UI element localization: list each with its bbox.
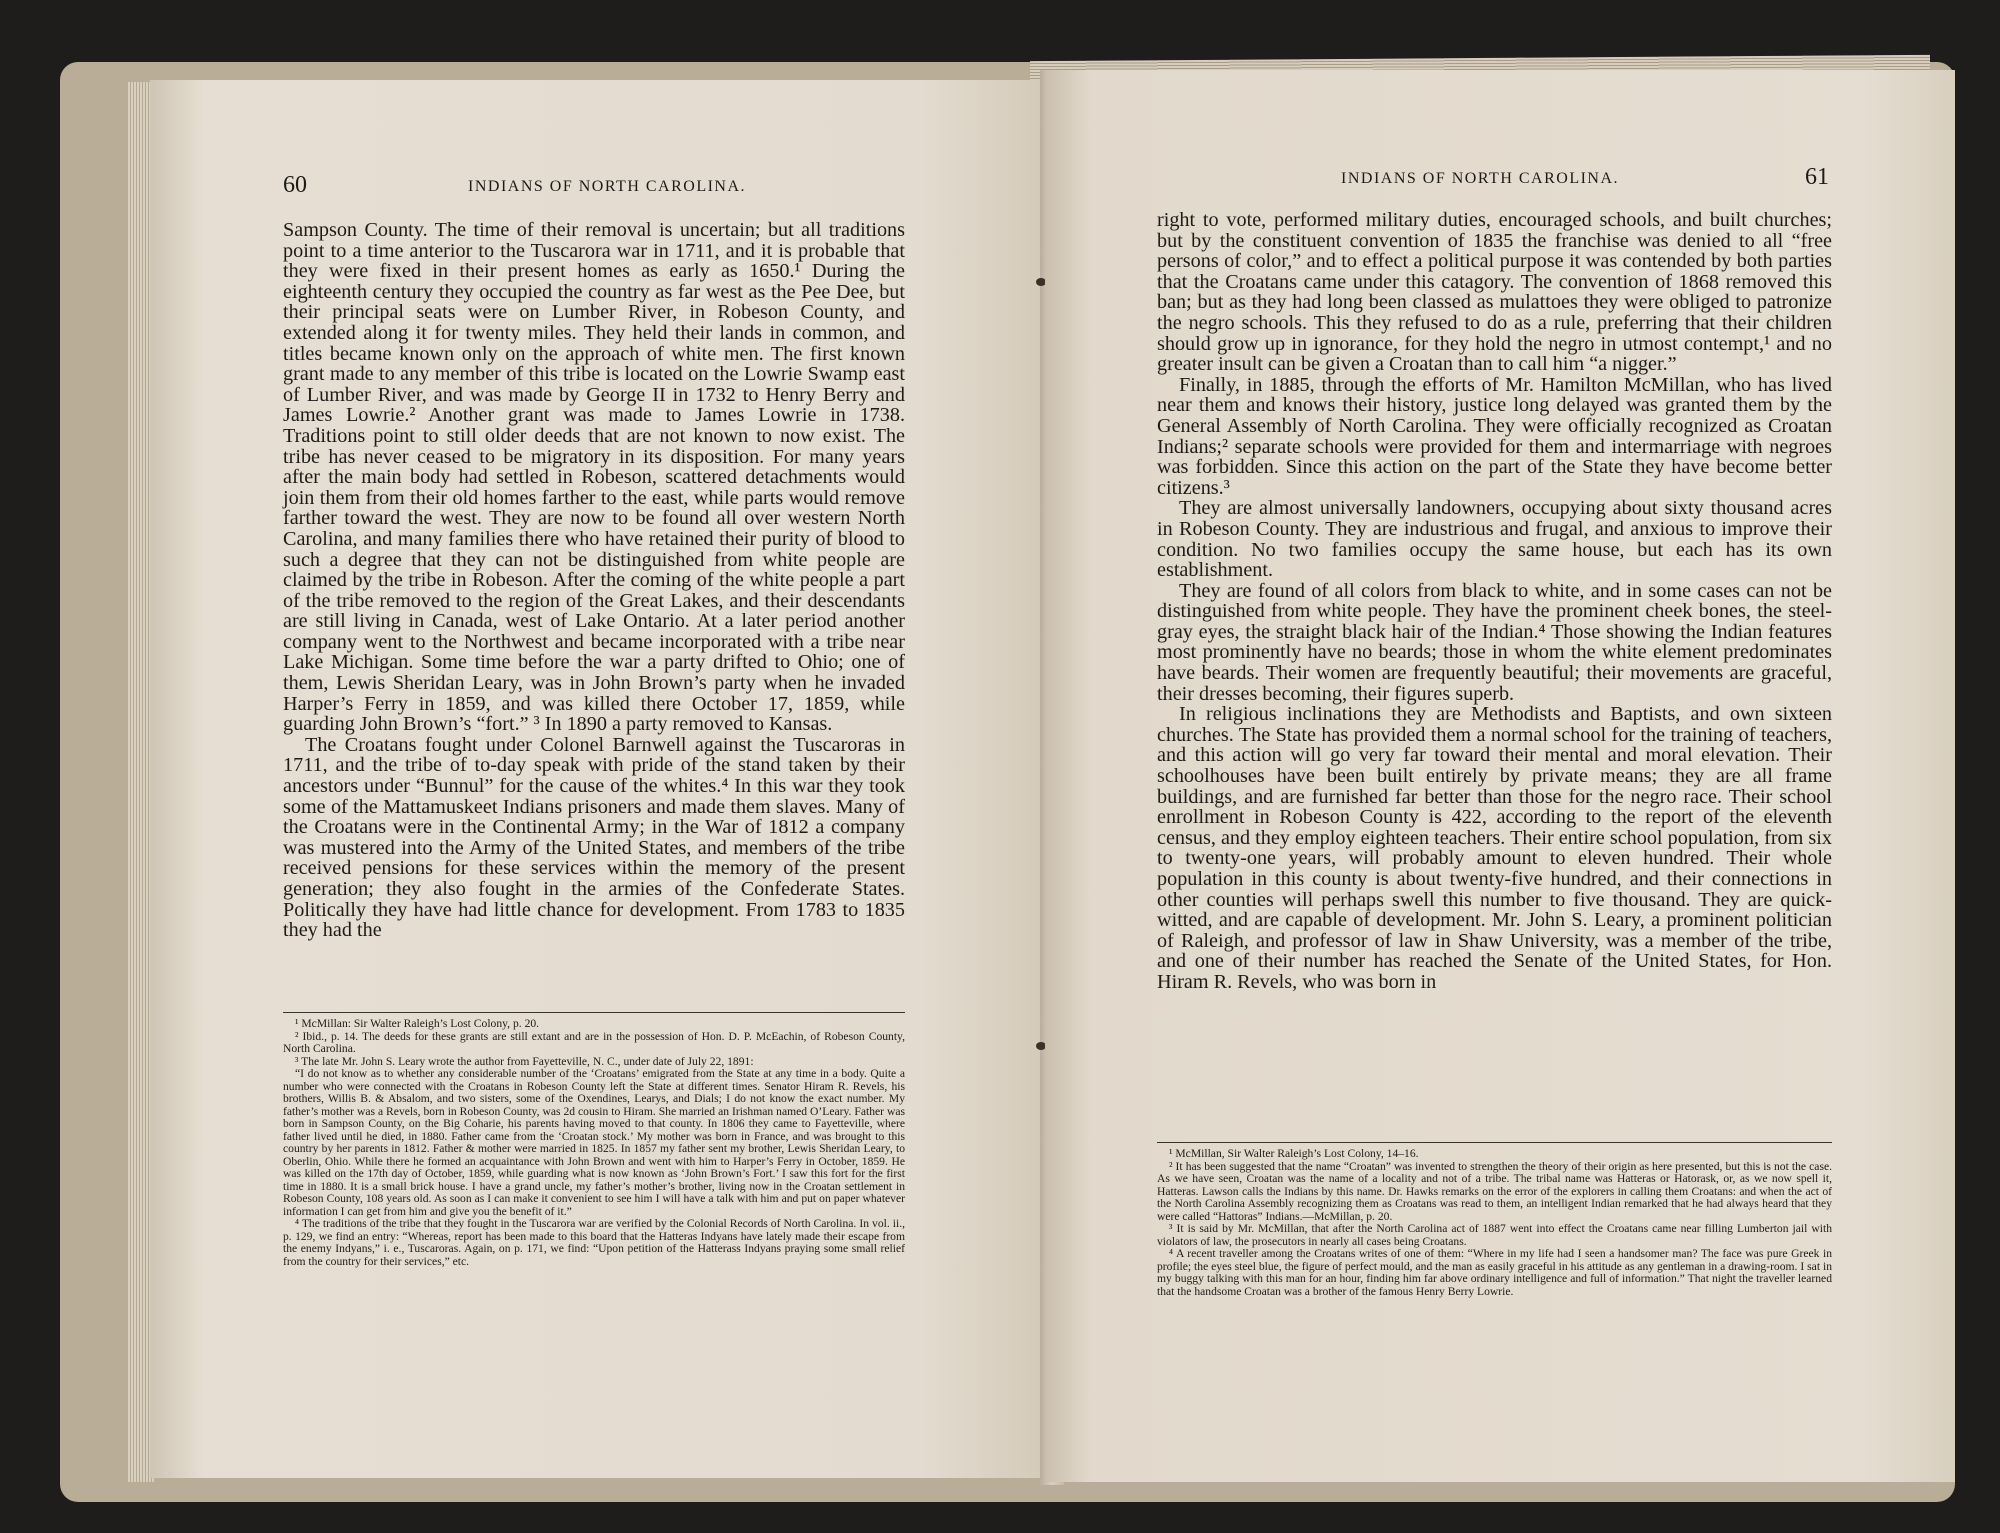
footnote-rule bbox=[283, 1012, 905, 1013]
left-footnotes bbox=[283, 1018, 905, 1268]
footnote: ³ The late Mr. John S. Leary wrote the author from Fayetteville, N. C., under date of July 22, 1891: bbox=[295, 1054, 754, 1068]
footnote: ¹ McMillan, Sir Walter Raleigh’s Lost Colony, 14–16. bbox=[1169, 1147, 1419, 1160]
left-page-number: 60 bbox=[283, 172, 307, 198]
right-paragraph: They are found of all colors from black to white, and in some cases can not be distinguished from white people. They have the prominent cheek bones, the steel-gray eyes, the straight black hair of the Indian.⁴ Those showing the Indian features most prominently have no beards; those in whom the white element predominates have beards. Their women are frequently beautiful; their movements are graceful, their dresses becoming, their figures superb. bbox=[1157, 579, 1832, 705]
footnote: “I do not know as to whether any considerable number of the ‘Croatans’ emigrated from the State at any time in a body. Quite a number who were connected with the Croatans in Robeson County left the State at different times. Senator Hiram R. Revels, his brothers, Willis B. & Absalom, and two sisters, some of the Oxendines, Learys, and Dials; I do not know the exact number. My father’s mother was a Revels, born in Robeson County, was 2d cousin to Hiram. She married an Irishman named O’Leary. Father was born in Sampson County, on the Big Coharie, his parents having moved to that county. In 1806 they came to Fayetteville, where father lived until he died, in 1880. Father came from the ‘Croatan stock.’ My mother was born in France, and was brought to this country by her parents in 1812. Father & mother were married in 1825. In 1857 my father sent my brother, Lewis Sheridan Leary, to Oberlin, Ohio. While there he formed an acquaintance with John Brown and went with him to Harper’s Ferry in October, 1859. He was killed on the 17th day of October, 1859, while guarding what is now known as ‘John Brown’s Fort.’ I saw this fort for the first time in 1880. It is a small brick house. I have a grand uncle, my father’s mother’s brother, living now in the Croatan settlement in Robeson County, 108 years old. As soon as I can make it convenient to see him I will have a talk with him and put on paper whatever information I can get from him and give you the benefit of it.” bbox=[283, 1067, 905, 1218]
left-page bbox=[150, 80, 1060, 1478]
right-running-head: INDIANS OF NORTH CAROLINA. bbox=[1341, 170, 1620, 187]
right-paragraph: In religious inclinations they are Methodists and Baptists, and own sixteen churches. The State has provided them a normal school for the training of teachers, and this action will go very far toward their mental and moral elevation. Their schoolhouses have been built entirely by private means; they are all frame buildings, and are furnished far better than those for the negro race. Their school enrollment in Robeson County is 422, according to the report of the eleventh census, and they employ eighteen teachers. Their entire school population, from six to twenty-one years, will probably amount to eleven hundred. Their whole population in this county is about twenty-five hundred, and their connections in other counties will perhaps swell this number to five thousand. They are quick-witted, and are capable of development. Mr. John S. Leary, a prominent politician of Raleigh, and professor of law in Shaw University, was a member of the tribe, and one of their number has reached the Senate of the United States, for Hon. Hiram R. Revels, who was born in bbox=[1157, 703, 1832, 993]
footnote-rule bbox=[1157, 1142, 1832, 1143]
left-paragraph: The Croatans fought under Colonel Barnwell against the Tuscaroras in 1711, and the tribe of to-day speak with pride of the stand taken by their ancestors under “Bunnul” for the cause of the whites.⁴ In this war they took some of the Mattamuskeet Indians prisoners and made them slaves. Many of the Croatans were in the Continental Army; in the War of 1812 a company was mustered into the Army of the United States, and members of the tribe received pensions for these services within the memory of the present generation; they also fought in the armies of the Confederate States. Politically they have had little chance for development. From 1783 to 1835 they had the bbox=[283, 733, 905, 942]
right-page-number: 61 bbox=[1805, 164, 1829, 190]
footnote: ¹ McMillan: Sir Walter Raleigh’s Lost Colony, p. 20. bbox=[295, 1017, 540, 1030]
left-running-head: INDIANS OF NORTH CAROLINA. bbox=[468, 178, 747, 195]
right-footnotes bbox=[1157, 1148, 1832, 1298]
right-paragraph: They are almost universally landowners, occupying about sixty thousand acres in Robeson County. They are industrious and frugal, and anxious to improve their condition. No two families occupy the same house, but each has its own establishment. bbox=[1157, 497, 1832, 582]
footnote: ² It has been suggested that the name “Croatan” was invented to strengthen the theory of their origin as here presented, but this is not the case. As we have seen, Croatan was the name of a locality and not of a tribe. The tribal name was Hatteras or Hatorask, or, as we now spell it, Hatteras. Lawson calls the Indians by this name. Dr. Hawks remarks on the error of the explorers in calling them Croatans: and when the act of the North Carolina Assembly recognizing them as Croatans was read to them, an intelligent Indian remarked that he had always heard that they were called “Hattoras” Indians.—McMillan, p. 20. bbox=[1157, 1159, 1832, 1223]
footnote: ³ It is said by Mr. McMillan, that after the North Carolina act of 1887 went into effect the Croatans came near filling Lumberton jail with violators of law, the prosecutors in nearly all cases being Croatans. bbox=[1157, 1222, 1832, 1248]
right-paragraph: right to vote, performed military duties, encouraged schools, and built churches; but by the constituent convention of 1835 the franchise was denied to all “free persons of color,” and to effect a political purpose it was contended by both parties that the Croatans came under this catagory. The convention of 1868 removed this ban; but as they had long been classed as mulattoes they were obliged to patronize the negro schools. This they refused to do as a rule, preferring that their children should grow up in ignorance, for they hold the negro in utmost contempt,¹ and no greater insult can be given a Croatan than to call him “a nigger.” bbox=[1157, 209, 1832, 376]
footnote: ² Ibid., p. 14. The deeds for these grants are still extant and are in the possession of Hon. D. P. McEachin, of Robeson County, North Carolina. bbox=[283, 1029, 905, 1055]
footnote: ⁴ The traditions of the tribe that they fought in the Tuscarora war are verified by the Colonial Records of North Carolina. In vol. ii., p. 129, we find an entry: “Whereas, report has been made to this board that the Hatteras Indyans have lately made their escape from the enemy Indyans,” i. e., Tuscaroras. Again, on p. 171, we find: “Upon petition of the Hatterass Indyans praying some small relief from the country for their services,” etc. bbox=[283, 1217, 905, 1268]
right-body-text bbox=[1157, 210, 1832, 993]
right-page bbox=[1045, 70, 1955, 1482]
left-paragraph: Sampson County. The time of their removal is uncertain; but all traditions point to a time anterior to the Tuscarora war in 1711, and it is probable that they were fixed in their present homes as early as 1650.¹ During the eighteenth century they occupied the country as far west as the Pee Dee, but their principal seats were on Lumber River, in Robeson County, and extended along it for twenty miles. They held their lands in common, and titles became known only on the approach of white men. The first known grant made to any member of this tribe is located on the Lowrie Swamp east of Lumber River, and was made by George II in 1732 to Henry Berry and James Lowrie.² Another grant was made to James Lowrie in 1738. Traditions point to still older deeds that are not known to now exist. The tribe has never ceased to be migratory in its disposition. For many years after the main body had settled in Robeson, scattered detachments would join them from their old homes farther to the east, while parts would remove farther toward the west. They are now to be found all over western North Carolina, and many families there who have retained their purity of blood to such a degree that they can not be distinguished from white people are claimed by the tribe in Robeson. After the coming of the white people a part of the tribe removed to the region of the Great Lakes, and their descendants are still living in Canada, west of Lake Ontario. At a later period another company went to the Northwest and became incorporated with a tribe near Lake Michigan. Some time before the war a party drifted to Ohio; one of them, Lewis Sheridan Leary, was in John Brown’s party when he invaded Harper’s Ferry in 1859, and was killed there October 17, 1859, while guarding John Brown’s “fort.” ³ In 1890 a party removed to Kansas. bbox=[283, 219, 905, 736]
right-paragraph: Finally, in 1885, through the efforts of Mr. Hamilton McMillan, who has lived near them and knows their history, justice long delayed was granted them by the General Assembly of North Carolina. They were officially recognized as Croatan Indians;² separate schools were provided for them and intermarriage with negroes was forbidden. Since this action on the part of the State they have become better citizens.³ bbox=[1157, 373, 1832, 499]
left-body-text bbox=[283, 220, 905, 941]
footnote: ⁴ A recent traveller among the Croatans writes of one of them: “Where in my life had I seen a handsomer man? The face was pure Greek in profile; the eyes steel blue, the figure of perfect mould, and the man as easily graceful in his attitude as any gentleman in a drawing-room. I sat in my buggy talking with this man for an hour, finding him far above ordinary intelligence and full of information.” That night the traveller learned that the handsome Croatan was a brother of the famous Henry Berry Lowrie. bbox=[1157, 1247, 1832, 1298]
